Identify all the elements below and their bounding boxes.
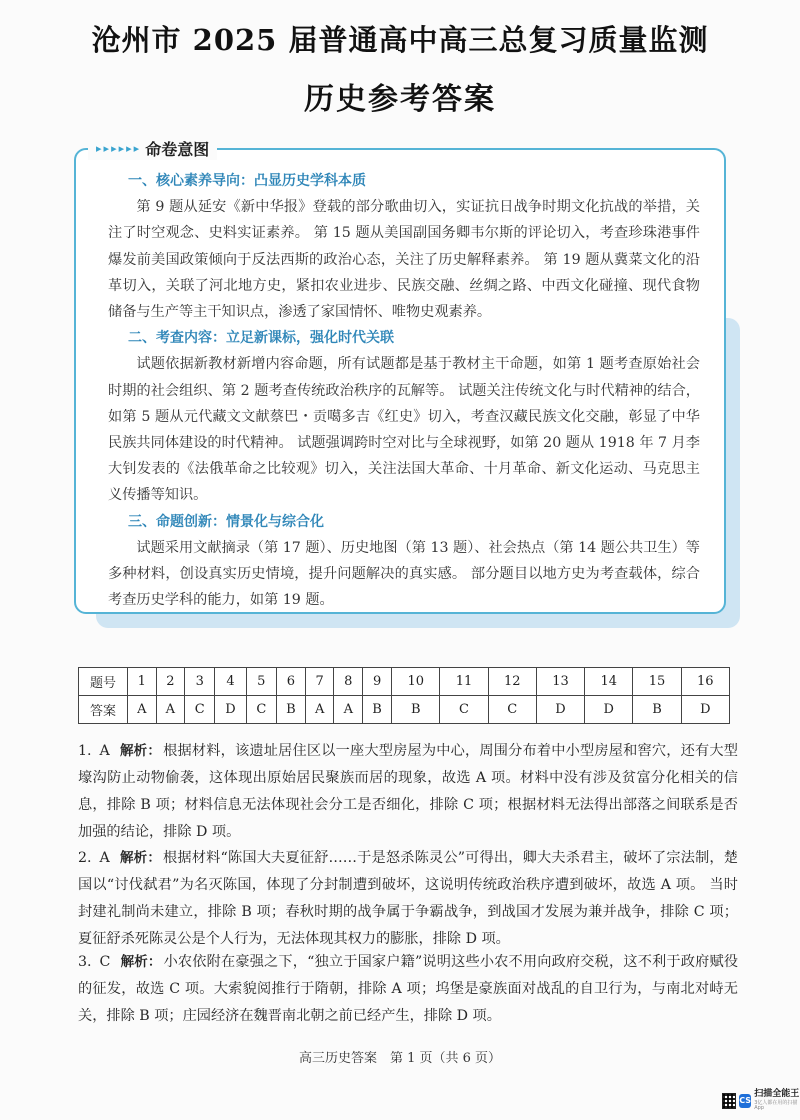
question-number: 2 bbox=[156, 668, 185, 696]
question-number: 16 bbox=[681, 668, 729, 696]
row-label: 题号 bbox=[79, 668, 128, 696]
explanation-tag: 解析： bbox=[119, 743, 162, 759]
explanation-text: 小农依附在豪强之下，“独立于国家户籍”说明这些小农不用向政府交税，这不利于政府赋役的征发，故选 C 项。大索貌阅推行于隋朝，排除 A 项；坞堡是豪族面对战乱的自卫行为，与南北对峙无关，排除 B 项；庄园经济在魏晋南北朝之前已经产生，排除 D 项。 bbox=[78, 954, 739, 1024]
camscanner-logo-icon: CS bbox=[739, 1094, 751, 1108]
question-number: 1 bbox=[128, 668, 157, 696]
document-subtitle: 历史参考答案 bbox=[304, 82, 496, 117]
explanation-number: 2. bbox=[78, 850, 92, 866]
answer-cell: B bbox=[392, 696, 440, 724]
answer-cell: A bbox=[156, 696, 185, 724]
watermark-name: 扫描全能王 bbox=[754, 1089, 800, 1099]
explanation-tag: 解析： bbox=[120, 954, 162, 970]
answer-cell: C bbox=[488, 696, 536, 724]
scanner-watermark bbox=[722, 1090, 800, 1111]
explanation-text: 根据材料“陈国大夫夏征舒……于是怒杀陈灵公”可得出，卿大夫杀君主，破坏了宗法制，楚国以“讨伐弑君”为名灭陈国，体现了分封制遭到破坏，这说明传统政治秩序遭到破坏，故选 A 项。 当时封建礼制尚未建立，排除 B 项；春秋时期的战争属于争霸战争，到战国才发展为兼并战争，排除 C 项；夏征舒杀死陈灵公是个人行为，无法体现其权力的膨胀，排除 D 项。 bbox=[78, 850, 738, 947]
section-paragraph: 第 9 题从延安《新中华报》登载的部分歌曲切入，实证抗日战争时期文化抗战的举措，关注了时空观念、史料实证素养。 第 15 题从美国副国务卿韦尔斯的评论切入，考查珍珠港事件爆发前美国政策倾向于反法西斯的政治心态，关注了历史解释素养。 第 19 题从冀菜文化的沿革切入，关联了河北地方史，紧扣农业进步、民族交融、丝绸之路、中西文化碰撞、现代食物储备与生产等主干知识点，渗透了家国情怀、唯物史观素养。 bbox=[108, 199, 700, 321]
answer-cell: C bbox=[185, 696, 215, 724]
explanation-tag: 解析： bbox=[119, 850, 162, 866]
section-heading: 三、命题创新：情景化与综合化 bbox=[128, 513, 324, 530]
answer-cell: B bbox=[363, 696, 392, 724]
answer-cell: A bbox=[128, 696, 157, 724]
answer-cell: D bbox=[536, 696, 584, 724]
explanation-number: 3. bbox=[78, 954, 92, 970]
section-heading: 一、核心素养导向：凸显历史学科本质 bbox=[128, 173, 366, 189]
answer-cell: A bbox=[334, 696, 363, 724]
question-number: 8 bbox=[334, 668, 363, 696]
question-number: 5 bbox=[246, 668, 276, 696]
question-number: 15 bbox=[633, 668, 681, 696]
section-heading: 二、考查内容：立足新课标，强化时代关联 bbox=[128, 330, 394, 347]
intent-content bbox=[108, 168, 700, 613]
question-number: 13 bbox=[536, 668, 584, 696]
question-number: 6 bbox=[276, 668, 305, 696]
question-number: 11 bbox=[440, 668, 488, 696]
question-number: 10 bbox=[392, 668, 440, 696]
explanation-answer: C bbox=[99, 954, 111, 970]
intent-label-text: 命卷意图 bbox=[145, 139, 210, 159]
intent-box-label bbox=[88, 136, 217, 160]
answer-cell: D bbox=[585, 696, 633, 724]
answer-cell: C bbox=[246, 696, 276, 724]
answer-cell: A bbox=[305, 696, 334, 724]
question-number-row bbox=[79, 668, 730, 696]
answer-row bbox=[79, 696, 730, 724]
explanation-2 bbox=[78, 845, 738, 953]
explanation-3 bbox=[78, 949, 738, 1030]
question-number: 3 bbox=[185, 668, 215, 696]
answer-cell: D bbox=[681, 696, 729, 724]
section-paragraph: 试题依据新教材新增内容命题，所有试题都是基于教材主干命题，如第 1 题考查原始社会时期的社会组织、第 2 题考查传统政治秩序的瓦解等。 试题关注传统文化与时代精神的结合，如第 5 题从元代藏文文献蔡巴・贡噶多吉《红史》切入，考查汉藏民族文化交融，彰显了中华民族共同体建设的时代精神。 试题强调跨时空对比与全球视野，如第 20 题从 1918 年 7 月李大钊发表的《法俄革命之比较观》切入，关注法国大革命、十月革命、新文化运动、马克思主义传播等知识。 bbox=[108, 356, 700, 504]
question-number: 14 bbox=[585, 668, 633, 696]
document-title: 沧州市 2025 届普通高中高三总复习质量监测 bbox=[91, 23, 709, 57]
answer-table bbox=[78, 667, 730, 724]
qr-code-icon bbox=[722, 1093, 736, 1109]
explanation-number: 1. bbox=[78, 743, 92, 759]
answer-cell: B bbox=[633, 696, 681, 724]
question-number: 4 bbox=[215, 668, 246, 696]
explanation-text: 根据材料，该遗址居住区以一座大型房屋为中心，周围分布着中小型房屋和窖穴，还有大型壕沟防止动物偷袭，这体现出原始居民聚族而居的现象，故选 A 项。材料中没有涉及贫富分化相关的信息，排除 B 项；材料信息无法体现社会分工是否细化，排除 C 项；根据材料无法得出部落之间联系是否加强的结论，排除 D 项。 bbox=[78, 743, 738, 840]
question-number: 9 bbox=[363, 668, 392, 696]
row-label: 答案 bbox=[79, 696, 128, 724]
explanation-answer: A bbox=[99, 850, 110, 866]
question-number: 7 bbox=[305, 668, 334, 696]
section-paragraph: 试题采用文献摘录（第 17 题）、历史地图（第 13 题）、社会热点（第 14 题公共卫生）等多种材料，创设真实历史情境，提升问题解决的真实感。 部分题目以地方史为考查载体，综合考查历史学科的能力，如第 19 题。 bbox=[108, 539, 700, 609]
answer-cell: D bbox=[215, 696, 246, 724]
arrow-decoration-icon: ▸ ▸ ▸ ▸ ▸ ▸ bbox=[96, 141, 140, 155]
answer-cell: C bbox=[440, 696, 488, 724]
watermark-sub: 3亿人都在用的扫描App bbox=[754, 1100, 798, 1111]
watermark-text bbox=[754, 1090, 800, 1111]
explanation-1 bbox=[78, 738, 738, 846]
question-number: 12 bbox=[488, 668, 536, 696]
explanation-answer: A bbox=[99, 743, 110, 759]
page-footer: 高三历史答案 第 1 页（共 6 页） bbox=[298, 1051, 502, 1066]
answer-cell: B bbox=[276, 696, 305, 724]
